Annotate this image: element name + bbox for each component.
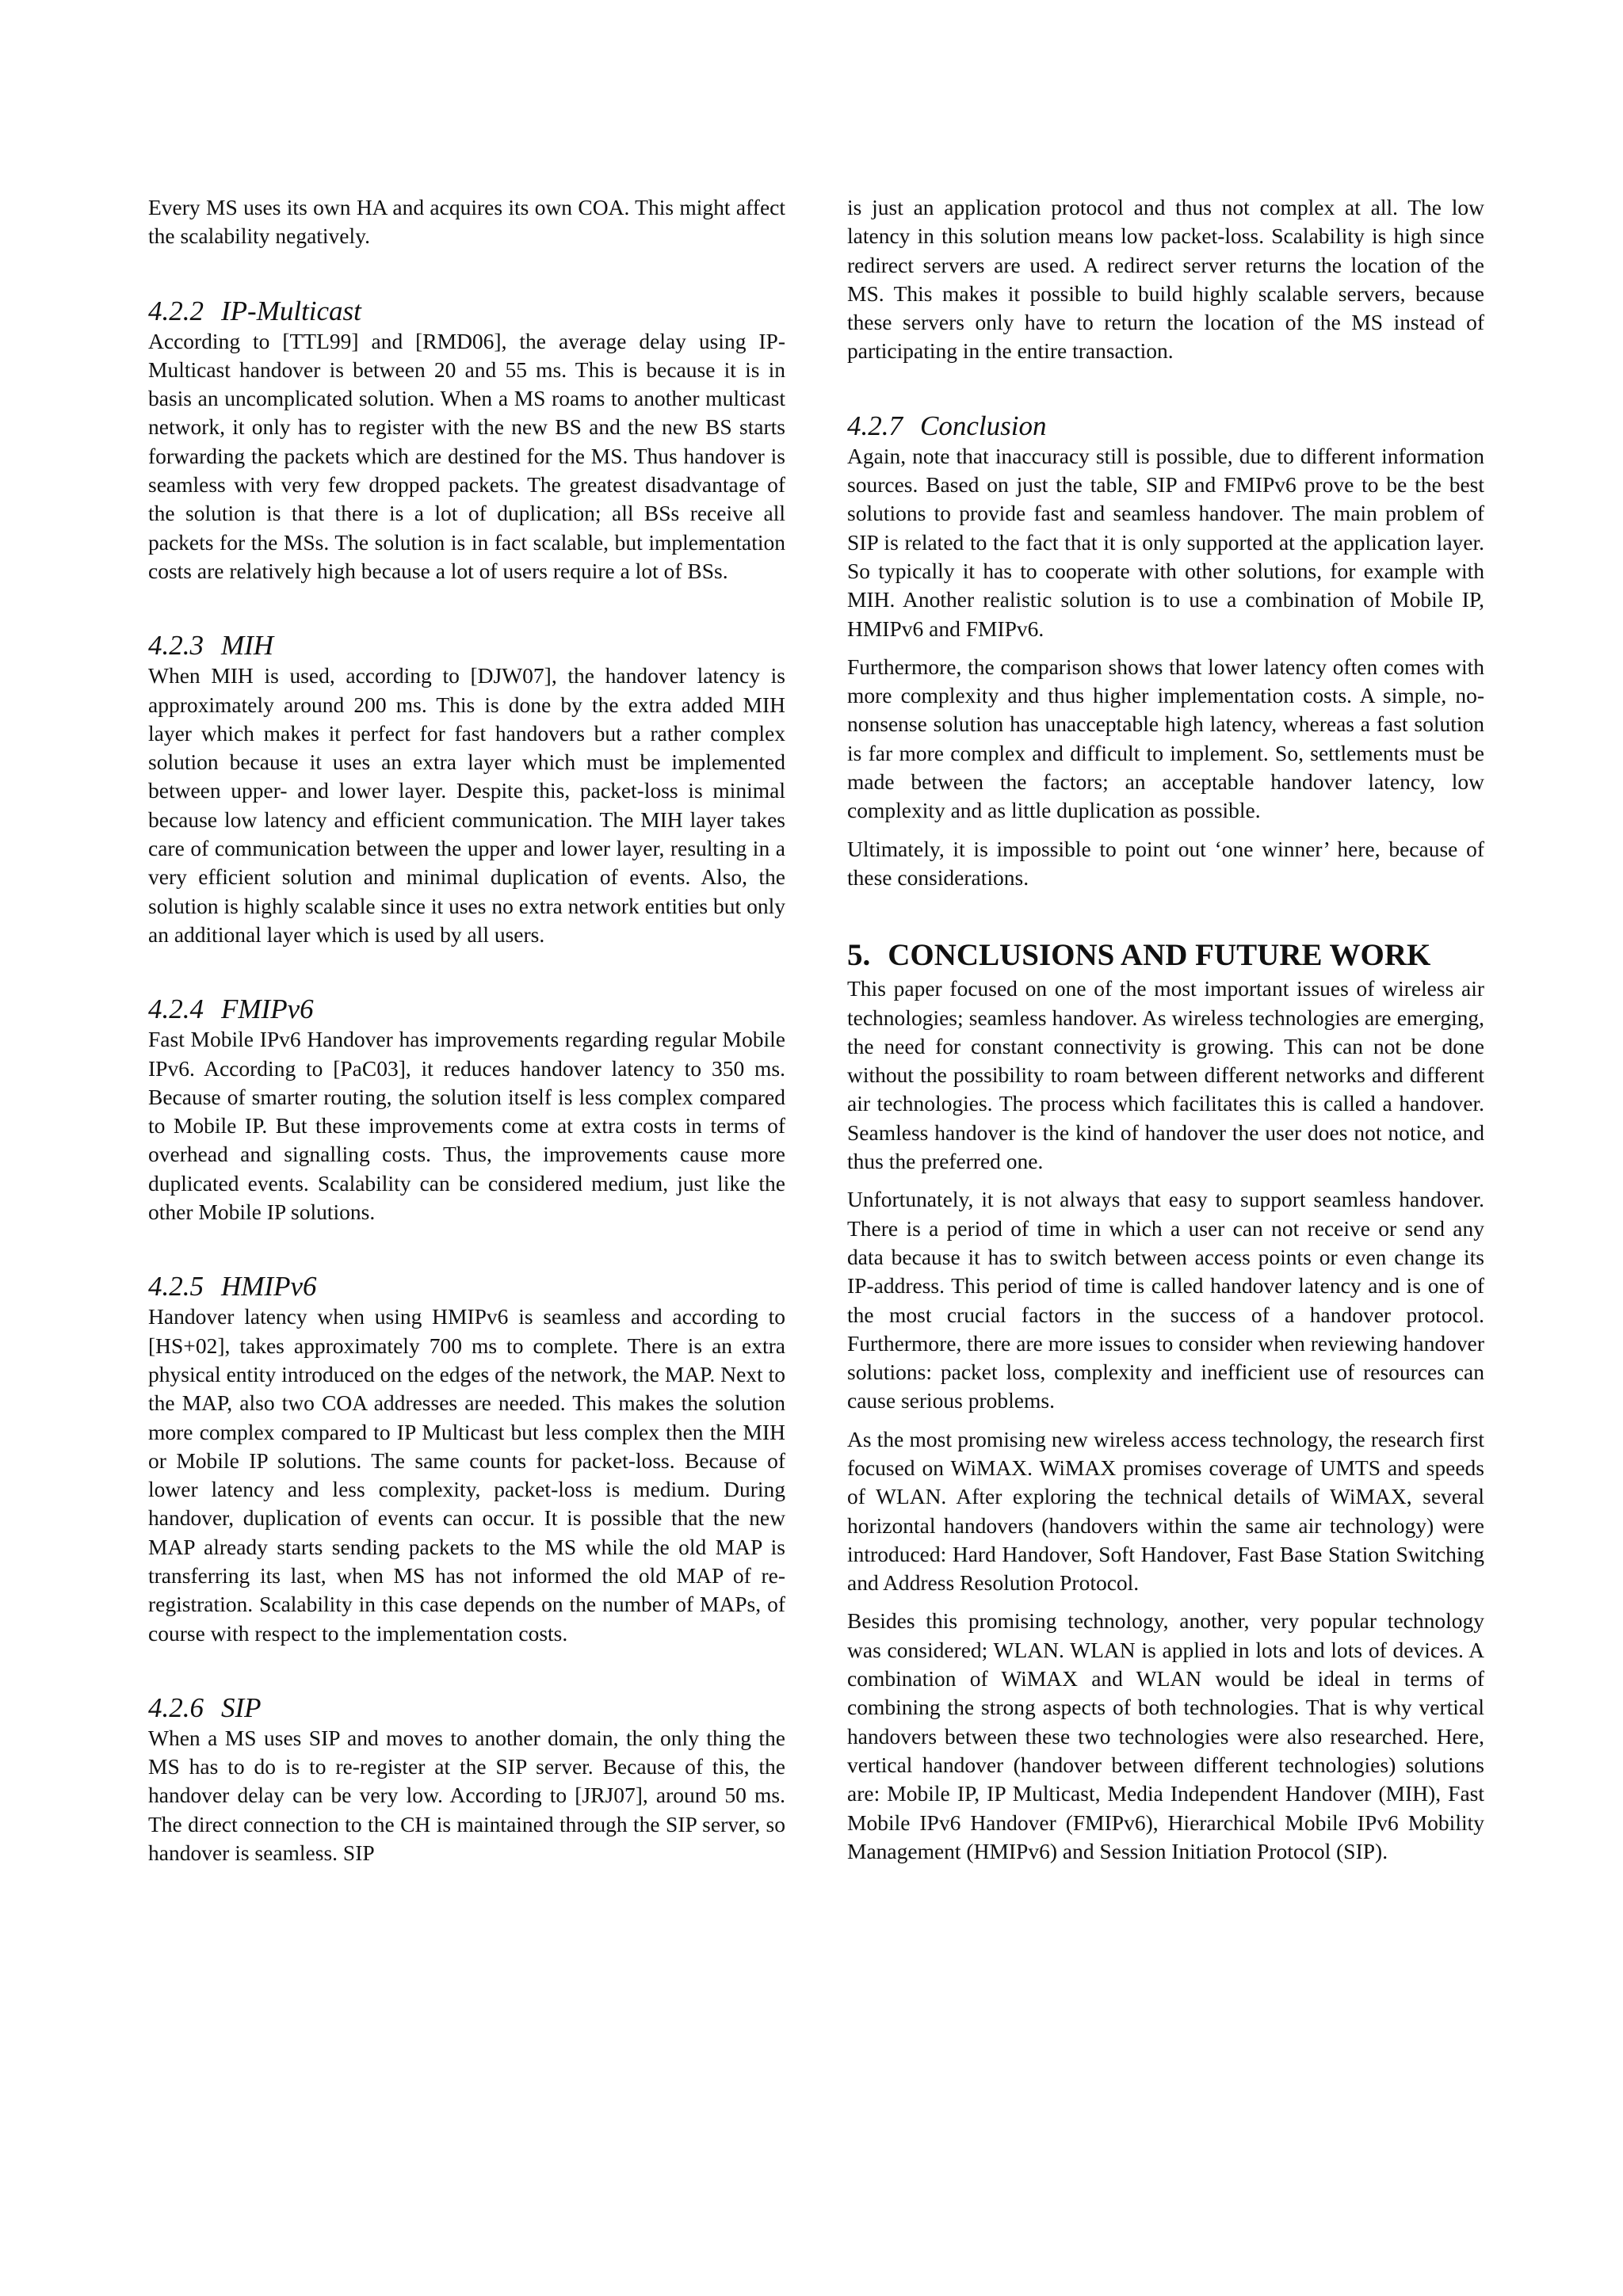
section-number: 4.2.3 [148, 630, 204, 662]
section-title: Conclusion [920, 410, 1047, 441]
section-heading [148, 1692, 785, 1724]
section-conclusion [847, 410, 1484, 892]
intro-paragraph: Every MS uses its own HA and acquires its own COA. This might affect the scalability negatively. [148, 195, 785, 249]
section-number: 4.2.6 [148, 1691, 204, 1723]
body-paragraph: This paper focused on one of the most important issues of wireless air technologies; seamless handover. As wireless technologies are emerging, the need for constant connectivity is growing. This can not be done without the possibility to roam between different networks and different air technologies. The process which facilitates this is called a handover. Seamless handover is the kind of handover the user does not notice, and thus the preferred one. [847, 976, 1484, 1174]
section-number: 4.2.2 [148, 295, 204, 326]
section-title: HMIPv6 [221, 1271, 317, 1302]
section-number: 4.2.7 [847, 410, 903, 441]
continuation-paragraph: is just an application protocol and thus not complex at all. The low latency in this solution means low packet-loss. Scalability is high since redirect servers are used. A redirect server returns the location of the MS. This makes it possible to build highly scalable servers, because these servers only have to return the location of the MS instead of participating in the entire transaction. [847, 195, 1484, 364]
body-paragraph: Again, note that inaccuracy still is possible, due to different information sources. Based on just the table, SIP and FMIPv6 prove to be the best solutions to provide fast and seamless handover. The main problem of SIP is related to the fact that it is only supported at the application layer. So typically it has to cooperate with other solutions, for example with MIH. Another realistic solution is to use a combination of Mobile IP, HMIPv6 and FMIPv6. [847, 443, 1484, 641]
left-column [148, 193, 785, 1877]
section-conclusions-future-work [847, 938, 1484, 1866]
body-paragraph: Handover latency when using HMIPv6 is seamless and according to [HS+02], takes approximately 700 ms to complete. There is an extra physical entity introduced on the edges of the network, the MAP. Next to the MAP, also two COA addresses are needed. This makes the solution more complex compared to IP Multicast but less complex then the MIH or Mobile IP solutions. The same counts for packet-loss. Because of lower latency and less complexity, packet-loss is medium. During handover, duplication of events can occur. It is possible that the new MAP already starts sending packets to the MS while the old MAP is transferring its last, when MS has not informed the old MAP of re-registration. Scalability in this case depends on the number of MAPs, of course with respect to the implementation costs. [148, 1304, 785, 1646]
body-paragraph: As the most promising new wireless access technology, the research first focused on WiMAX. WiMAX promises coverage of UMTS and speeds of WLAN. After exploring the technical details of WiMAX, several horizontal handovers (handovers within the same air technology) were introduced: Hard Handover, Soft Handover, Fast Base Station Switching and Address Resolution Protocol. [847, 1426, 1484, 1596]
section-title: FMIPv6 [221, 994, 314, 1025]
section-fmipv6 [148, 994, 785, 1226]
body-paragraph: According to [TTL99] and [RMD06], the average delay using IP-Multicast handover is between 20 and 55 ms. This is because it is in basis an uncomplicated solution. When a MS roams to another multicast network, it only has to register with the new BS and the new BS starts forwarding the packets which are destined for the MS. Thus handover is seamless with very few dropped packets. The greatest disadvantage of the solution is that there is a lot of duplication; all BSs receive all packets for the MSs. The solution is in fact scalable, but implementation costs are relatively high because a lot of users require a lot of BSs. [148, 328, 785, 583]
section-heading [847, 410, 1484, 442]
body-paragraph: When a MS uses SIP and moves to another domain, the only thing the MS has to do is to re-register at the SIP server. Because of this, the handover delay can be very low. According to [JRJ07], around 50 ms. The direct connection to the CH is maintained through the SIP server, so handover is seamless. SIP [148, 1725, 785, 1866]
section-ip-multicast [148, 296, 785, 586]
body-paragraph: Furthermore, the comparison shows that lower latency often comes with more complexity and thus higher implementation costs. A simple, no-nonsense solution has unacceptable high latency, whereas a fast solution is far more complex and difficult to implement. So, settlements must be made between the factors; an acceptable handover latency, low complexity and as little duplication as possible. [847, 654, 1484, 823]
main-section-heading [847, 938, 1484, 973]
body-paragraph: Besides this promising technology, another, very popular technology was considered; WLAN. WLAN is applied in lots and lots of devices. A combination of WiMAX and WLAN would be ideal in terms of combining the strong aspects of both technologies. That is why vertical handovers between these two technologies were also researched. Here, vertical handover (handover between different technologies) solutions are: Mobile IP, IP Multicast, Media Independent Handover (MIH), Fast Mobile IPv6 Handover (FMIPv6), Hierarchical Mobile IPv6 Mobility Management (HMIPv6) and Session Initiation Protocol (SIP). [847, 1608, 1484, 1863]
section-heading [148, 994, 785, 1025]
section-title: IP-Multicast [221, 295, 361, 326]
section-heading [148, 1271, 785, 1302]
body-paragraph: Unfortunately, it is not always that easy to support seamless handover. There is a period of time in which a user can not receive or send any data because it has to switch between access points or even change its IP-address. This period of time is called handover latency and is one of the most crucial factors in the success of a handover protocol. Furthermore, there are more issues to consider when reviewing handover solutions: packet loss, complexity and inefficient use of resources can cause serious problems. [847, 1187, 1484, 1413]
section-heading [148, 630, 785, 662]
section-title: SIP [221, 1691, 262, 1723]
body-paragraph: Ultimately, it is impossible to point out ‘one winner’ here, because of these considerations. [847, 836, 1484, 890]
section-mih [148, 630, 785, 949]
section-sip [148, 1692, 785, 1867]
section-hmipv6 [148, 1271, 785, 1648]
section-number: 4.2.4 [148, 994, 204, 1025]
right-column [847, 193, 1484, 1875]
body-paragraph: Fast Mobile IPv6 Handover has improvements regarding regular Mobile IPv6. According to [PaC03], it reduces handover latency to 350 ms. Because of smarter routing, the solution itself is less complex compared to Mobile IP. But these improvements come at extra costs in terms of overhead and signalling costs. Thus, the improvements cause more duplicated events. Scalability can be considered medium, just like the other Mobile IP solutions. [148, 1027, 785, 1225]
section-title: CONCLUSIONS AND FUTURE WORK [888, 938, 1431, 973]
section-number: 4.2.5 [148, 1271, 204, 1302]
section-heading [148, 296, 785, 327]
section-title: MIH [221, 630, 274, 662]
body-paragraph: When MIH is used, according to [DJW07], the handover latency is approximately around 200 ms. This is done by the extra added MIH layer which makes it perfect for fast handovers but a rather complex solution because it uses an extra layer which must be implemented between upper- and lower layer. Despite this, packet-loss is minimal because low latency and efficient communication. The MIH layer takes care of communication between the upper and lower layer, resulting in a very efficient solution and minimal duplication of events. Also, the solution is highly scalable since it uses no extra network entities but only an additional layer which is used by all users. [148, 663, 785, 947]
section-number: 5. [847, 938, 871, 973]
